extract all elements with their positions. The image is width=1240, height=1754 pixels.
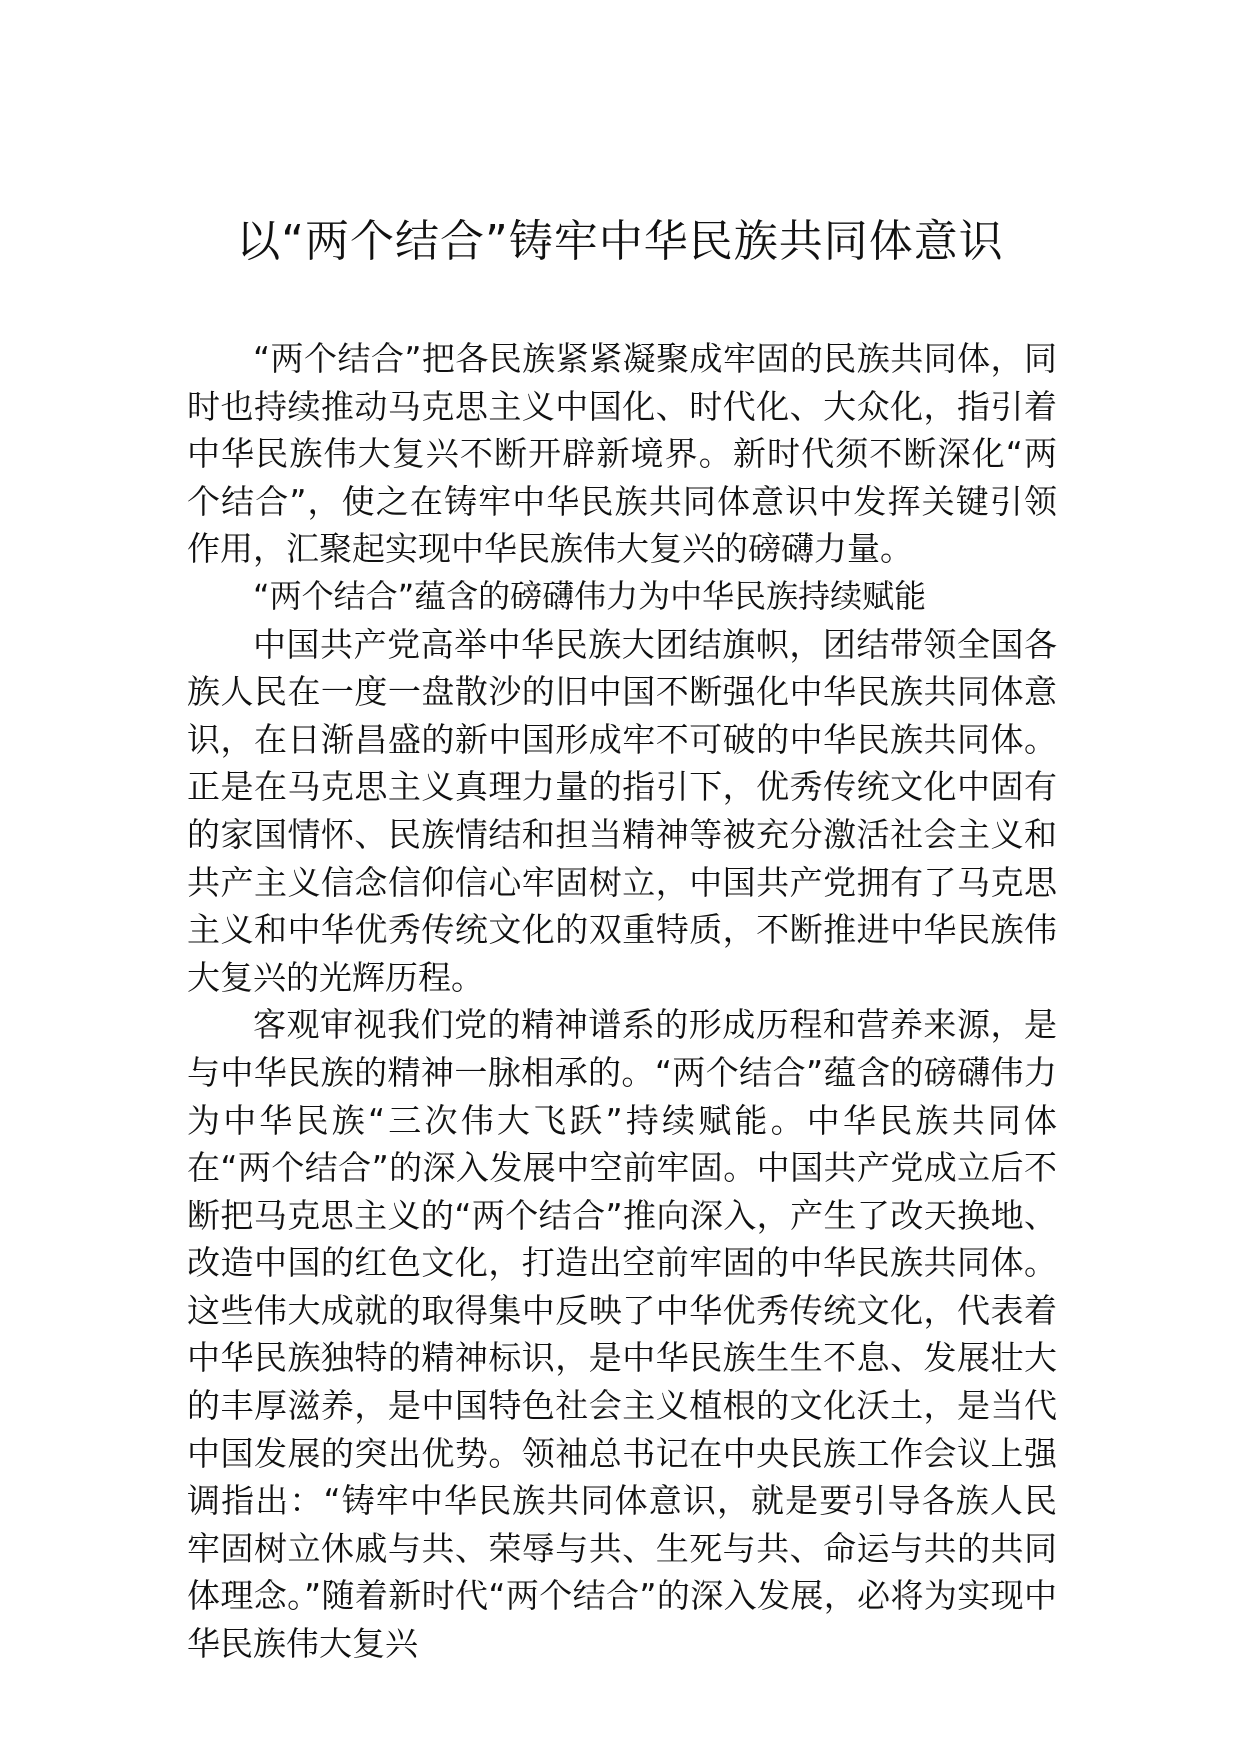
paragraph-3: 客观审视我们党的精神谱系的形成历程和营养来源，是与中华民族的精神一脉相承的。“两个结合”蕴含的磅礴伟力为中华民族“三次伟大飞跃”持续赋能。中华民族共同体在“两个结合”的深入发展中空前牢固。中国共产党成立后不断把马克思主义的“两个结合”推向深入，产生了改天换地、改造中国的红色文化，打造出空前牢固的中华民族共同体。这些伟大成就的取得集中反映了中华优秀传统文化，代表着中华民族独特的精神标识，是中华民族生生不息、发展壮大的丰厚滋养，是中国特色社会主义植根的文化沃土，是当代中国发展的突出优势。领袖总书记在中央民族工作会议上强调指出：“铸牢中华民族共同体意识，就是要引导各族人民牢固树立休戚与共、荣辱与共、生死与共、命运与共的共同体理念。”随着新时代“两个结合”的深入发展，必将为实现中华民族伟大复兴 (187, 1005, 1057, 1664)
document-body (187, 335, 1057, 1668)
section-subheading: “两个结合”蕴含的磅礴伟力为中华民族持续赋能 (253, 576, 927, 615)
paragraph-1: “两个结合”把各民族紧紧凝聚成牢固的民族共同体，同时也持续推动马克思主义中国化、时代化、大众化，指引着中华民族伟大复兴不断开辟新境界。新时代须不断深化“两个结合”，使之在铸牢中华民族共同体意识中发挥关键引领作用，汇聚起实现中华民族伟大复兴的磅礴力量。 (187, 339, 1057, 569)
paragraph-2: 中国共产党高举中华民族大团结旗帜，团结带领全国各族人民在一度一盘散沙的旧中国不断强化中华民族共同体意识，在日渐昌盛的新中国形成牢不可破的中华民族共同体。正是在马克思主义真理力量的指引下，优秀传统文化中固有的家国情怀、民族情结和担当精神等被充分激活社会主义和共产主义信念信仰信心牢固树立，中国共产党拥有了马克思主义和中华优秀传统文化的双重特质，不断推进中华民族伟大复兴的光辉历程。 (187, 624, 1057, 997)
document-title: 以“两个结合”铸牢中华民族共同体意识 (236, 216, 1004, 267)
